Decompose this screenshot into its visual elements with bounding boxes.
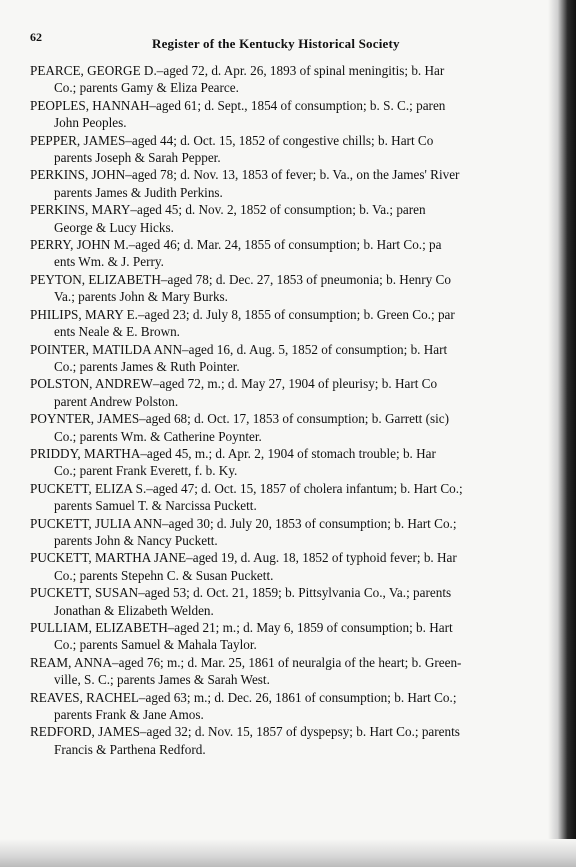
entry-first-line: PERRY, JOHN M.–aged 46; d. Mar. 24, 1855 of consumption; b. Hart Co.; pa [30, 237, 442, 253]
register-entry [30, 62, 550, 97]
entry-first-line: POLSTON, ANDREW–aged 72, m.; d. May 27, 1904 of pleurisy; b. Hart Co [30, 376, 438, 392]
register-entry [30, 584, 550, 619]
entry-continuation-line: Jonathan & Elizabeth Welden. [54, 602, 214, 618]
entry-continuation-line: Va.; parents John & Mary Burks. [54, 289, 228, 305]
register-entry [30, 306, 550, 341]
entry-continuation-line: John Peoples. [54, 115, 127, 131]
entry-continuation-line: Co.; parents James & Ruth Pointer. [54, 358, 240, 374]
entry-continuation-line: parents James & Judith Perkins. [54, 184, 223, 200]
register-entry [30, 97, 550, 132]
entry-continuation-line: Co.; parents Samuel & Mahala Taylor. [54, 637, 257, 653]
register-entry [30, 341, 550, 376]
entry-first-line: PRIDDY, MARTHA–aged 45, m.; d. Apr. 2, 1904 of stomach trouble; b. Har [30, 445, 436, 461]
entry-first-line: PERKINS, JOHN–aged 78; d. Nov. 13, 1853 of fever; b. Va., on the James' River [30, 167, 460, 183]
entry-first-line: REAVES, RACHEL–aged 63; m.; d. Dec. 26, 1861 of consumption; b. Hart Co.; [30, 689, 457, 705]
entry-first-line: PUCKETT, ELIZA S.–aged 47; d. Oct. 15, 1857 of cholera infantum; b. Hart Co.; [30, 480, 463, 496]
register-entry [30, 271, 550, 306]
entry-first-line: POYNTER, JAMES–aged 68; d. Oct. 17, 1853 of consumption; b. Garrett (sic) [30, 411, 450, 427]
entry-first-line: PERKINS, MARY–aged 45; d. Nov. 2, 1852 of consumption; b. Va.; paren [30, 202, 426, 218]
entry-continuation-line: parents John & Nancy Puckett. [54, 532, 218, 548]
entry-continuation-line: Co.; parents Wm. & Catherine Poynter. [54, 428, 262, 444]
entry-first-line: PHILIPS, MARY E.–aged 23; d. July 8, 1855 of consumption; b. Green Co.; par [30, 306, 455, 322]
entry-continuation-line: ents Wm. & J. Perry. [54, 254, 164, 270]
register-entry [30, 723, 550, 758]
entry-first-line: PULLIAM, ELIZABETH–aged 21; m.; d. May 6, 1859 of consumption; b. Hart [30, 620, 453, 635]
register-entry [30, 480, 550, 515]
register-entry [30, 236, 550, 271]
register-entry [30, 689, 550, 724]
page-number: 62 [30, 30, 42, 44]
register-entry [30, 515, 550, 550]
entry-continuation-line: parents Samuel T. & Narcissa Puckett. [54, 498, 257, 514]
entry-first-line: PEARCE, GEORGE D.–aged 72, d. Apr. 26, 1893 of spinal meningitis; b. Har [30, 63, 445, 78]
entry-continuation-line: Co.; parents Stepehn C. & Susan Puckett. [54, 567, 274, 583]
entry-first-line: REAM, ANNA–aged 76; m.; d. Mar. 25, 1861 of neuralgia of the heart; b. Green- [30, 654, 462, 670]
register-entry [30, 654, 550, 689]
entry-continuation-line: Co.; parent Frank Everett, f. b. Ky. [54, 463, 238, 479]
page-bottom-shadow [0, 839, 576, 867]
entry-first-line: PEYTON, ELIZABETH–aged 78; d. Dec. 27, 1853 of pneumonia; b. Henry Co [30, 271, 451, 287]
entry-first-line: PUCKETT, JULIA ANN–aged 30; d. July 20, 1853 of consumption; b. Hart Co.; [30, 515, 457, 531]
entry-continuation-line: Co.; parents Gamy & Eliza Pearce. [54, 80, 239, 96]
entry-continuation-line: parents Frank & Jane Amos. [54, 707, 204, 723]
entry-first-line: PEOPLES, HANNAH–aged 61; d. Sept., 1854 of consumption; b. S. C.; paren [30, 97, 446, 113]
book-gutter-shadow [548, 0, 576, 867]
entry-continuation-line: ents Neale & E. Brown. [54, 324, 180, 340]
entry-first-line: POINTER, MATILDA ANN–aged 16, d. Aug. 5, 1852 of consumption; b. Hart [30, 341, 448, 357]
register-entry [30, 201, 550, 236]
register-entry [30, 549, 550, 584]
entry-first-line: PUCKETT, SUSAN–aged 53; d. Oct. 21, 1859; b. Pittsylvania Co., Va.; parents [30, 585, 452, 601]
entry-continuation-line: George & Lucy Hicks. [54, 219, 174, 235]
entry-first-line: PUCKETT, MARTHA JANE–aged 19, d. Aug. 18, 1852 of typhoid fever; b. Har [30, 550, 457, 566]
entry-continuation-line: Francis & Parthena Redford. [54, 741, 206, 757]
entry-continuation-line: ville, S. C.; parents James & Sarah West. [54, 672, 270, 688]
register-entry [30, 132, 550, 167]
register-entry [30, 619, 550, 654]
entry-continuation-line: parent Andrew Polston. [54, 393, 179, 409]
running-head: Register of the Kentucky Historical Society [152, 36, 400, 51]
register-entry [30, 445, 550, 480]
entry-first-line: REDFORD, JAMES–aged 32; d. Nov. 15, 1857 of dyspepsy; b. Hart Co.; parents [30, 724, 460, 740]
register-entry [30, 166, 550, 201]
register-entry [30, 375, 550, 410]
register-entries [30, 62, 550, 758]
register-entry [30, 410, 550, 445]
entry-continuation-line: parents Joseph & Sarah Pepper. [54, 150, 221, 166]
page-header [30, 28, 536, 54]
entry-first-line: PEPPER, JAMES–aged 44; d. Oct. 15, 1852 of congestive chills; b. Hart Co [30, 132, 434, 148]
